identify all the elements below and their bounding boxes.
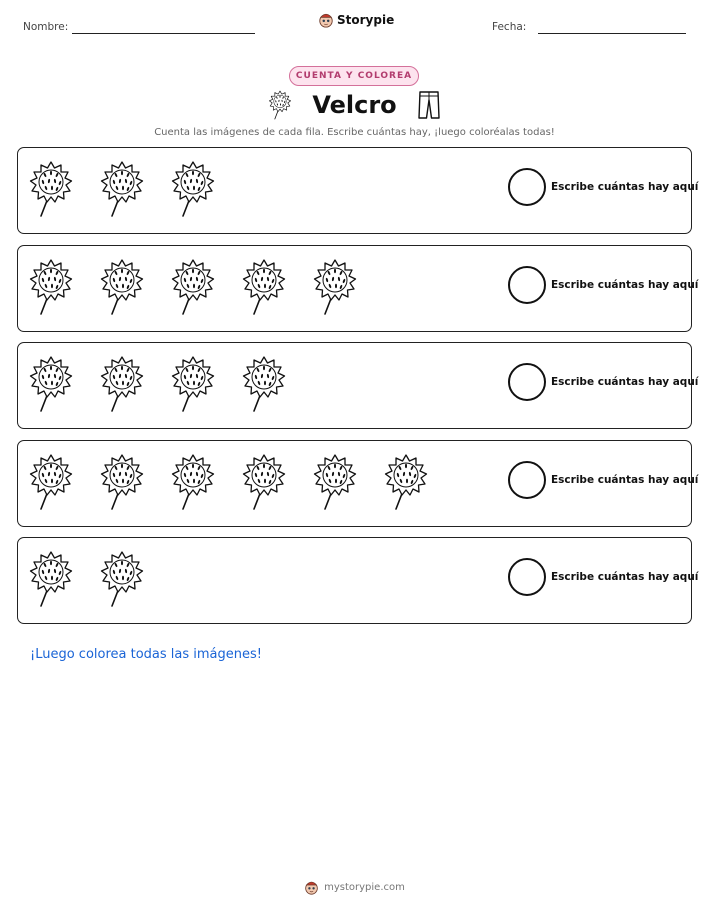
burr-icon[interactable] [312, 453, 358, 511]
burr-icon[interactable] [383, 453, 429, 511]
answer-label: Escribe cuántas hay aquí [551, 181, 699, 193]
burr-icon[interactable] [241, 258, 287, 316]
burr-icon[interactable] [170, 258, 216, 316]
burr-icon [268, 90, 292, 120]
count-row [17, 440, 699, 527]
count-row [17, 147, 699, 234]
answer-label: Escribe cuántas hay aquí [551, 278, 699, 291]
burr-icon[interactable] [170, 453, 216, 511]
burr-icon[interactable] [170, 355, 216, 413]
footer-note: ¡Luego colorea todas las imágenes! [30, 647, 262, 662]
answer-circle[interactable] [508, 266, 546, 304]
burr-icon[interactable] [28, 550, 74, 608]
burr-icon[interactable] [170, 160, 216, 218]
brand [318, 12, 394, 28]
answer-circle[interactable] [508, 461, 546, 499]
burr-icon[interactable] [28, 258, 74, 316]
burr-icon[interactable] [312, 258, 358, 316]
answer-circle[interactable] [508, 168, 546, 206]
answer-label: Escribe cuántas hay aquí [551, 473, 699, 486]
answer-circle[interactable] [508, 363, 546, 401]
pants-icon [417, 90, 441, 120]
instructions: Cuenta las imágenes de cada fila. Escribe cuántas hay, ¡luego coloréalas todas! [154, 127, 555, 138]
burr-icon[interactable] [28, 160, 74, 218]
burr-icon[interactable] [99, 550, 145, 608]
burr-icon[interactable] [241, 355, 287, 413]
site-url: mystorypie.com [324, 882, 405, 893]
site-footer [0, 880, 709, 895]
answer-label: Escribe cuántas hay aquí [551, 376, 699, 388]
date-label: Fecha: [492, 21, 527, 33]
answer-circle[interactable] [508, 558, 546, 596]
storypie-logo-icon [318, 12, 334, 28]
burr-icon[interactable] [241, 453, 287, 511]
burr-icon[interactable] [99, 160, 145, 218]
answer-label: Escribe cuántas hay aquí [551, 571, 699, 583]
storypie-logo-icon [304, 880, 319, 895]
title-row [0, 90, 709, 120]
count-row [17, 342, 699, 429]
date-field[interactable] [538, 33, 686, 34]
burr-icon[interactable] [99, 258, 145, 316]
burr-icon[interactable] [28, 453, 74, 511]
brand-name: Storypie [337, 13, 395, 27]
name-field[interactable] [72, 33, 255, 34]
activity-badge: CUENTA Y COLOREA [289, 66, 419, 86]
count-row [17, 245, 699, 332]
burr-icon[interactable] [28, 355, 74, 413]
burr-icon[interactable] [99, 355, 145, 413]
count-row [17, 537, 699, 624]
burr-icon[interactable] [99, 453, 145, 511]
name-label: Nombre: [23, 21, 69, 33]
page-title: Velcro [312, 91, 397, 119]
